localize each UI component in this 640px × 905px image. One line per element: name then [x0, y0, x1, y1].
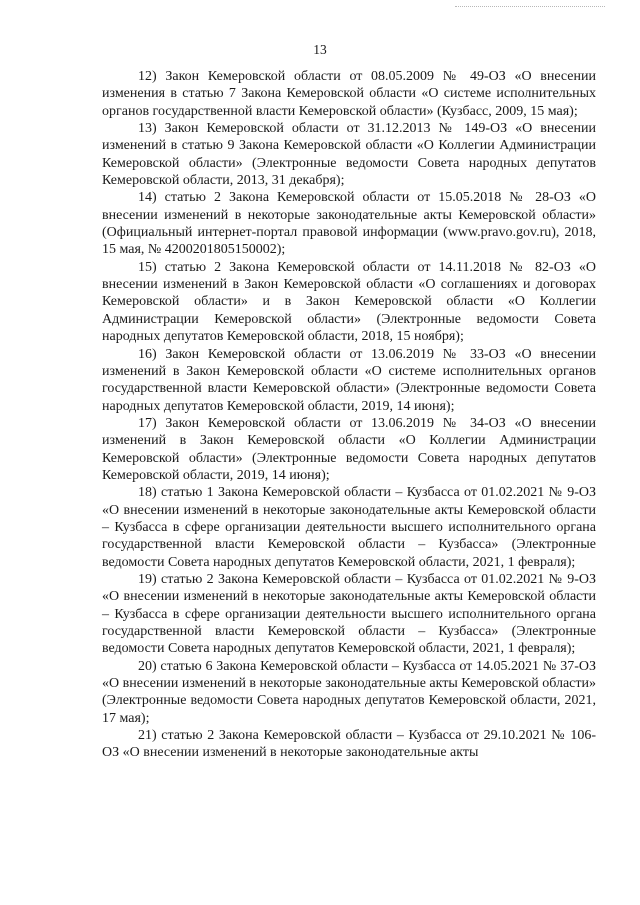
list-item-18: 18) статью 1 Закона Кемеровской области – Кузбасса от 01.02.2021 № 9-ОЗ «О внесении изменений в некоторые законодательные акты Кемеровской области – Кузбасса в сфере организации деятельности высшего исполнительного органа государственной власти Кемеровской области – Кузбасса» (Электронные ведомости Совета народных депутатов Кемеровской области, 2021, 1 февраля); [102, 485, 596, 570]
list-item-12: 12) Закон Кемеровской области от 08.05.2009 № 49-ОЗ «О внесении изменения в статью 7 Закона Кемеровской области «О системе исполнительных органов государственной власти Кемеровской области» (Кузбасс, 2009, 15 мая); [102, 69, 596, 119]
list-item-14: 14) статью 2 Закона Кемеровской области от 15.05.2018 № 28-ОЗ «О внесении изменений в некоторые законодательные акты Кемеровской области» (Официальный интернет-портал правовой информации (www.pravo.gov.ru), 2018, 15 мая, № 4200201805150002); [102, 190, 596, 258]
list-item-21: 21) статью 2 Закона Кемеровской области – Кузбасса от 29.10.2021 № 106-ОЗ «О внесении изменений в некоторые законодательные акты [102, 728, 596, 761]
list-item-15: 15) статью 2 Закона Кемеровской области от 14.11.2018 № 82-ОЗ «О внесении изменений в Закон Кемеровской области «О соглашениях и договорах Кемеровской области» и в Закон Кемеровской области «О Коллегии Администрации Кемеровской области» (Электронные ведомости Совета народных депутатов Кемеровской области, 2018, 15 ноября); [102, 259, 596, 345]
document-body [102, 68, 596, 762]
list-item-17: 17) Закон Кемеровской области от 13.06.2019 № 34-ОЗ «О внесении изменений в Закон Кемеровской области «О Коллегии Администрации Кемеровской области» (Электронные ведомости Совета народных депутатов Кемеровской области, 2019, 14 июня); [102, 415, 596, 483]
list-item-20: 20) статью 6 Закона Кемеровской области – Кузбасса от 14.05.2021 № 37-ОЗ «О внесении изменений в некоторые законодательные акты Кемеровской области» (Электронные ведомости Совета народных депутатов Кемеровской области, 2021, 17 мая); [102, 658, 596, 726]
scan-edge-mark [455, 0, 605, 7]
list-item-16: 16) Закон Кемеровской области от 13.06.2019 № 33-ОЗ «О внесении изменений в Закон Кемеровской области «О системе исполнительных органов государственной власти Кемеровской области» (Электронные ведомости Совета народных депутатов Кемеровской области, 2019, 14 июня); [102, 346, 596, 414]
list-item-13: 13) Закон Кемеровской области от 31.12.2013 № 149-ОЗ «О внесении изменений в статью 9 Закона Кемеровской области «О Коллегии Администрации Кемеровской области» (Электронные ведомости Совета народных депутатов Кемеровской области, 2013, 31 декабря); [102, 121, 596, 189]
page-number: 13 [313, 42, 327, 57]
list-item-19: 19) статью 2 Закона Кемеровской области – Кузбасса от 01.02.2021 № 9-ОЗ «О внесении изменений в некоторые законодательные акты Кемеровской области – Кузбасса в сфере организации деятельности высшего исполнительного органа государственной власти Кемеровской области – Кузбасса» (Электронные ведомости Совета народных депутатов Кемеровской области, 2021, 1 февраля); [102, 571, 596, 657]
